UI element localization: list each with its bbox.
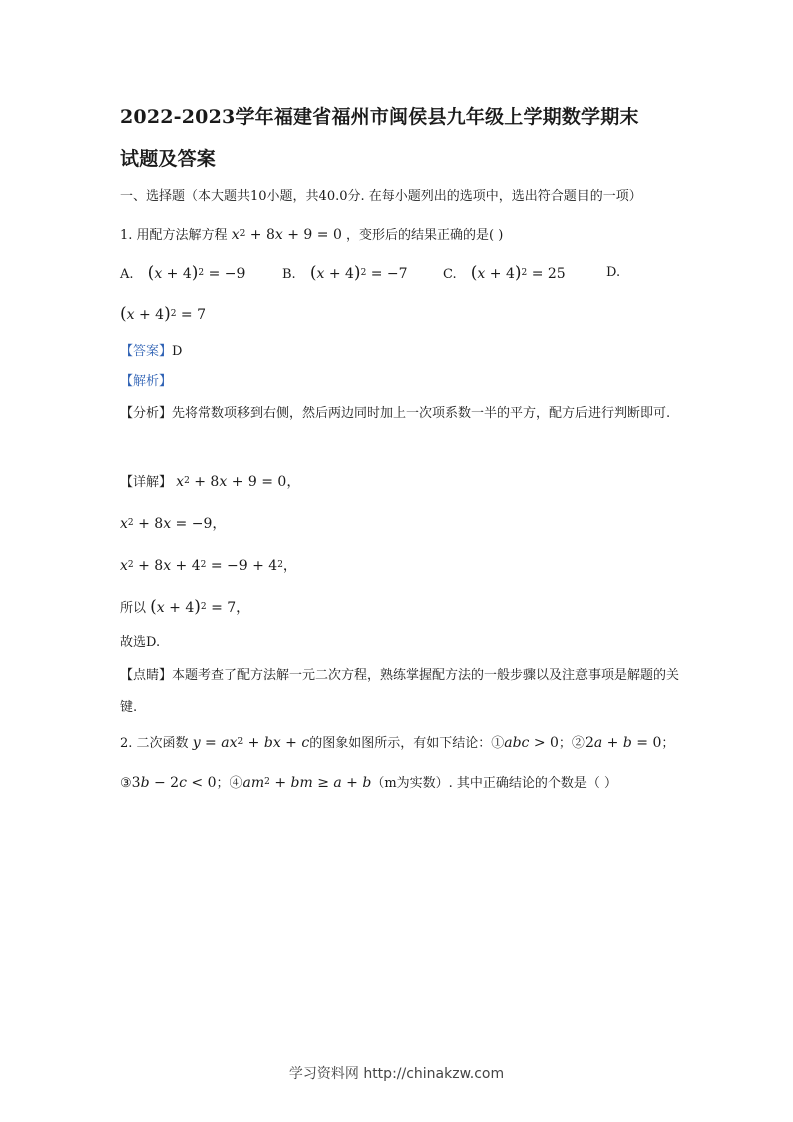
q1-option-d-label: D. [606,265,621,280]
footer-watermark: 学习资料网 http://chinakzw.com [288,1066,505,1082]
section-header: 一、选择题（本大题共10小题，共40.0分. 在每小题列出的选项中，选出符合题目的一项） [120,189,642,204]
q1-option-d [120,304,206,327]
analysis-tag: 【解析】 [120,374,173,389]
q1-step-3 [120,556,297,578]
step-3: $x^2 + 8x + 4^2 = -9 + 4^2$， [120,558,297,574]
q1-option-a [120,263,245,286]
q2-c3: 3b − 2c < 0 [131,775,217,791]
step-1: $x^2 + 8x + 9 = 0$， [176,474,301,490]
q1-equation: $x^2 + 8x + 9 = 0$ [231,227,342,243]
q2-c4: $am^2$ + bm ≥ a + b [242,775,372,791]
q2-c1: abc > 0 [504,735,559,751]
q2-prefix: 2. 二次函数 [120,736,189,751]
dianjing-text: 本题考查了配方法解一元二次方程，熟练掌握配方法的一般步骤以及注意事项是解题的关键. [120,668,680,715]
fenxi-tag: 【分析】 [120,406,173,421]
q2-line2-prefix: ③ [120,776,132,791]
q1-xiangjie [120,472,300,494]
option-expr-d: $(x + 4)^2 = 7$ [120,304,207,324]
q1-option-c [443,263,566,286]
answer-value: D [172,344,183,359]
q1-conclusion: 故选D. [120,635,161,650]
q2-line2-suffix: （m为实数）. 其中正确结论的个数是（ ） [371,776,618,791]
suoyi-expr: $(x + 4)^2 = 7$， [150,597,251,617]
q1-answer [120,342,182,362]
option-expr-b: $(x + 4)^2 = -7$ [309,263,408,283]
q2-c2: 2a + b = 0 [584,735,662,751]
q2-line1 [120,733,674,755]
xiangjie-tag: 【详解】 [120,475,173,490]
option-label: C. [443,267,457,282]
q2-func: $y = ax^2$ + bx + c [192,735,310,751]
option-label: A. [120,267,134,282]
q2-sep1: ；② [558,736,585,751]
q1-dianjing [120,660,680,724]
q2-sep2: ； [661,736,675,751]
q2-sep3: ；④ [216,776,243,791]
answer-tag: 【答案】 [120,344,173,359]
q2-mid: 的图象如图所示，有如下结论：① [309,736,505,751]
document-title-line2: 试题及答案 [120,148,217,170]
option-expr-c: $(x + 4)^2 = 25$ [470,263,566,283]
q2-line2 [120,773,617,795]
q1-option-b [282,263,408,286]
q1-stem-prefix: 1. 用配方法解方程 [120,228,228,243]
document-title-line1: 2022-2023学年福建省福州市闽侯县九年级上学期数学期末 [120,106,639,128]
step-2: $x^2 + 8x = -9$， [120,516,227,532]
option-label: B. [282,267,296,282]
q1-step-2 [120,514,226,536]
q1-stem [120,225,503,247]
dianjing-tag: 【点睛】 [120,668,173,683]
q1-stem-suffix: ，变形后的结果正确的是( ) [346,228,504,243]
fenxi-text: 先将常数项移到右侧，然后两边同时加上一次项系数一半的平方，配方后进行判断即可. [172,406,671,421]
option-expr-a: $(x + 4)^2 = -9$ [147,263,246,283]
q1-suoyi [120,597,250,620]
q1-fenxi [120,398,680,430]
suoyi-prefix: 所以 [120,601,147,616]
